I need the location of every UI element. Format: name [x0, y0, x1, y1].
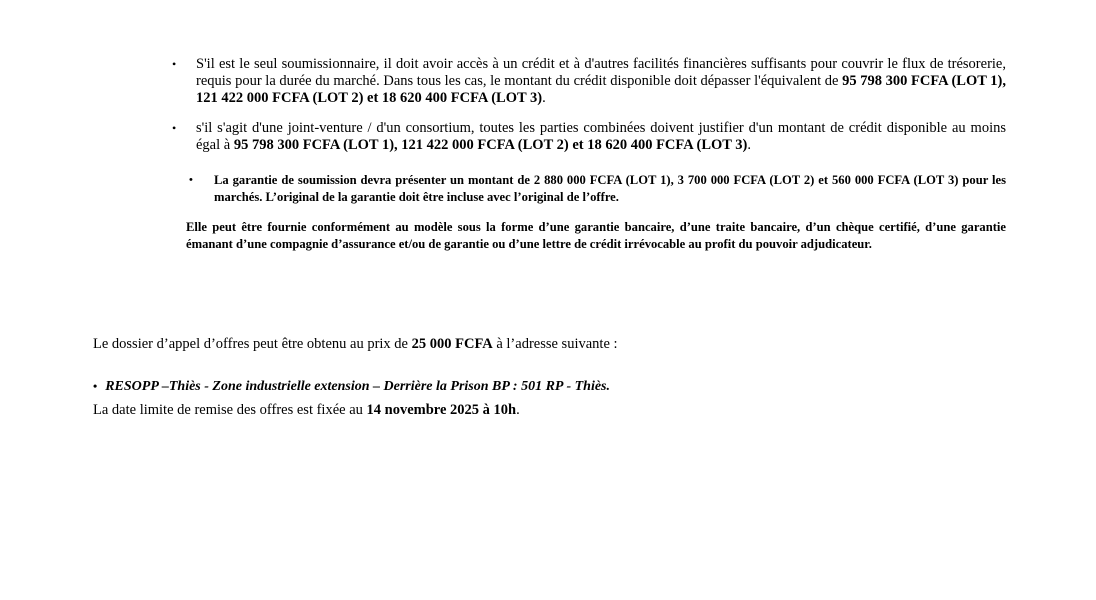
dossier-price: 25 000 FCFA — [411, 336, 493, 352]
guarantee-paragraph: Elle peut être fournie conformément au modèle sous la forme d’une garantie bancaire, d’une traite bancaire, d’un chèque certifié, d’une garantie émanant d’une compagnie d’assurance et/ou de garantie ou d’une lettre de crédit irrévocable au profit du pouvoir adjudicateur. — [186, 220, 1006, 251]
dossier-price-line: Le dossier d’appel d’offres peut être obtenu au prix de 25 000 FCFA à l’adresse suivante : — [93, 336, 618, 352]
bullet-sole-bidder — [172, 56, 1006, 107]
bullet-dot: • — [189, 174, 193, 186]
bullet-text: La garantie de soumission devra présenter un montant de 2 880 000 FCFA (LOT 1), 3 700 000 FCFA (LOT 2) et 560 000 FCFA (LOT 3) pour les marchés. L’original de la garantie doit être incluse avec l’original de l’offre. — [214, 173, 1006, 204]
credit-amounts: 95 798 300 FCFA (LOT 1), 121 422 000 FCFA (LOT 2) et 18 620 400 FCFA (LOT 3) — [233, 137, 748, 153]
bullet-dot: • — [93, 379, 98, 393]
bullet-dot: • — [172, 57, 177, 71]
credit-amounts: 95 798 300 FCFA (LOT 1), 121 422 000 FCFA (LOT 2) et 18 620 400 FCFA (LOT 3) — [196, 73, 1006, 106]
bullet-text: s'il s'agit d'une joint-venture / d'un consortium, toutes les parties combinées doivent justifier d'un montant de crédit disponible au moins égal à 95 798 300 FCFA (LOT 1), 121 422 000 FCFA (LOT 2) et 18 620 400 FCFA (LOT 3). — [196, 120, 1006, 153]
bullet-joint-venture — [172, 120, 1006, 154]
bullet-dot: • — [172, 121, 177, 135]
bullet-text: S'il est le seul soumissionnaire, il doit avoir accès à un crédit et à d'autres facilités financières suffisants pour couvrir le flux de trésorerie, requis pour la durée du marché. Dans tous les cas, le montant du crédit disponible doit dépasser l'équivalent de 95 798 300 FCFA (LOT 1), 121 422 000 FCFA (LOT 2) et 18 620 400 FCFA (LOT 3). — [196, 56, 1006, 106]
deadline-line: La date limite de remise des offres est fixée au 14 novembre 2025 à 10h. — [93, 402, 520, 418]
address-line — [93, 378, 610, 395]
deadline-date: 14 novembre 2025 à 10h — [366, 402, 517, 418]
address-text: RESOPP –Thiès - Zone industrielle extension – Derrière la Prison BP : 501 RP - Thiès. — [105, 379, 610, 394]
bullet-bid-guarantee — [189, 172, 1006, 205]
